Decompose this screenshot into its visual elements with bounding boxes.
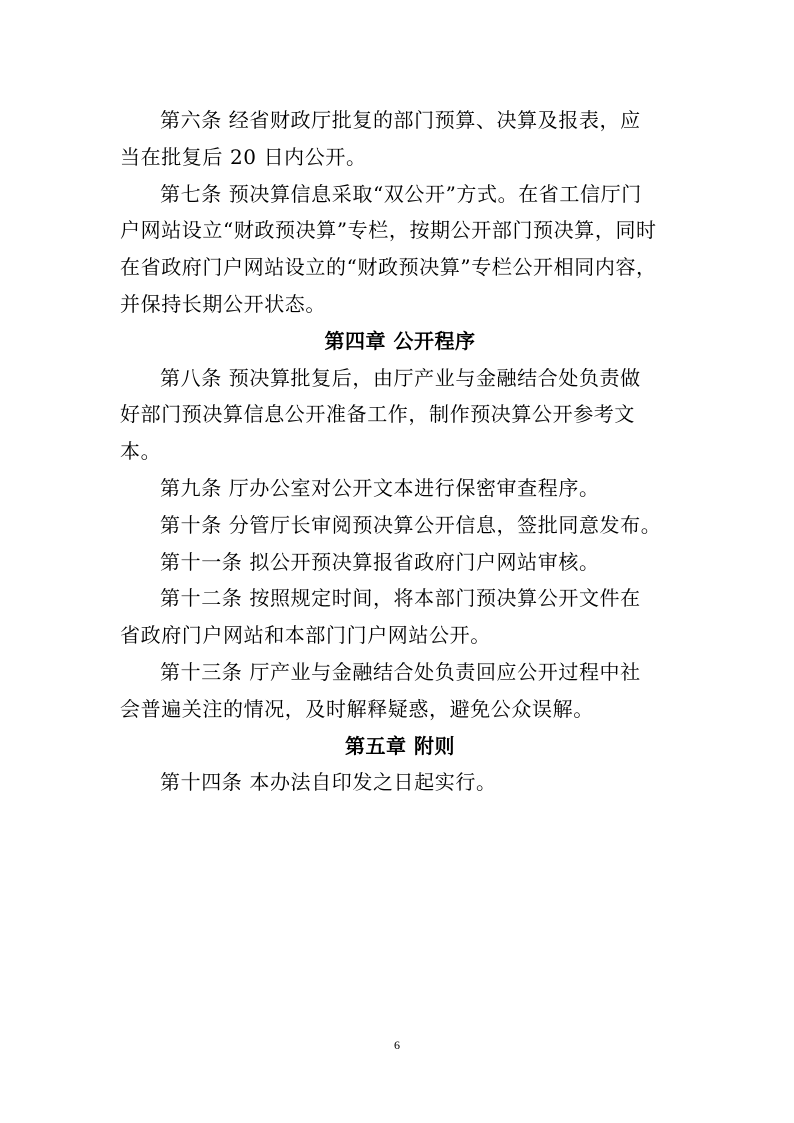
chapter-4-heading: 第四章 公开程序 — [324, 328, 476, 353]
article-6-line-1: 第六条 经省财政厅批复的部门预算、决算及报表，应 — [160, 108, 641, 132]
article-11: 第十一条 拟公开预决算报省政府门户网站审核。 — [160, 549, 600, 574]
article-8-line-1: 第八条 预决算批复后，由厅产业与金融结合处负责做 — [160, 365, 641, 390]
chapter-5-heading: 第五章 附则 — [345, 733, 455, 758]
article-9: 第九条 厅办公室对公开文本进行保密审查程序。 — [160, 475, 600, 500]
article-12-line-2: 省政府门户网站和本部门门户网站公开。 — [120, 623, 491, 648]
document-body — [120, 102, 680, 801]
article-8-line-3: 本。 — [120, 439, 162, 464]
article-7-line-3: 在省政府门户网站设立的“财政预决算”专栏公开相同内容， — [120, 255, 657, 280]
article-7-line-1: 第七条 预决算信息采取“双公开”方式。在省工信厅门 — [160, 181, 642, 206]
article-7-line-2: 户网站设立“财政预决算”专栏，按期公开部门预决算，同时 — [120, 218, 657, 243]
article-13-line-1: 第十三条 厅产业与金融结合处负责回应公开过程中社 — [160, 659, 641, 684]
page-number: 6 — [394, 1038, 400, 1052]
article-8-line-2: 好部门预决算信息公开准备工作，制作预决算公开参考文 — [120, 402, 635, 427]
article-13-line-2: 会普遍关注的情况，及时解释疑惑，避免公众误解。 — [120, 696, 594, 721]
article-7-line-4: 并保持长期公开状态。 — [120, 291, 326, 316]
article-14: 第十四条 本办法自印发之日起实行。 — [160, 770, 497, 795]
article-6-line-2: 当在批复后 20 日内公开。 — [120, 144, 367, 169]
article-10: 第十条 分管厅长审阅预决算公开信息，签批同意发布。 — [160, 512, 662, 537]
article-12-line-1: 第十二条 按照规定时间，将本部门预决算公开文件在 — [160, 586, 641, 611]
